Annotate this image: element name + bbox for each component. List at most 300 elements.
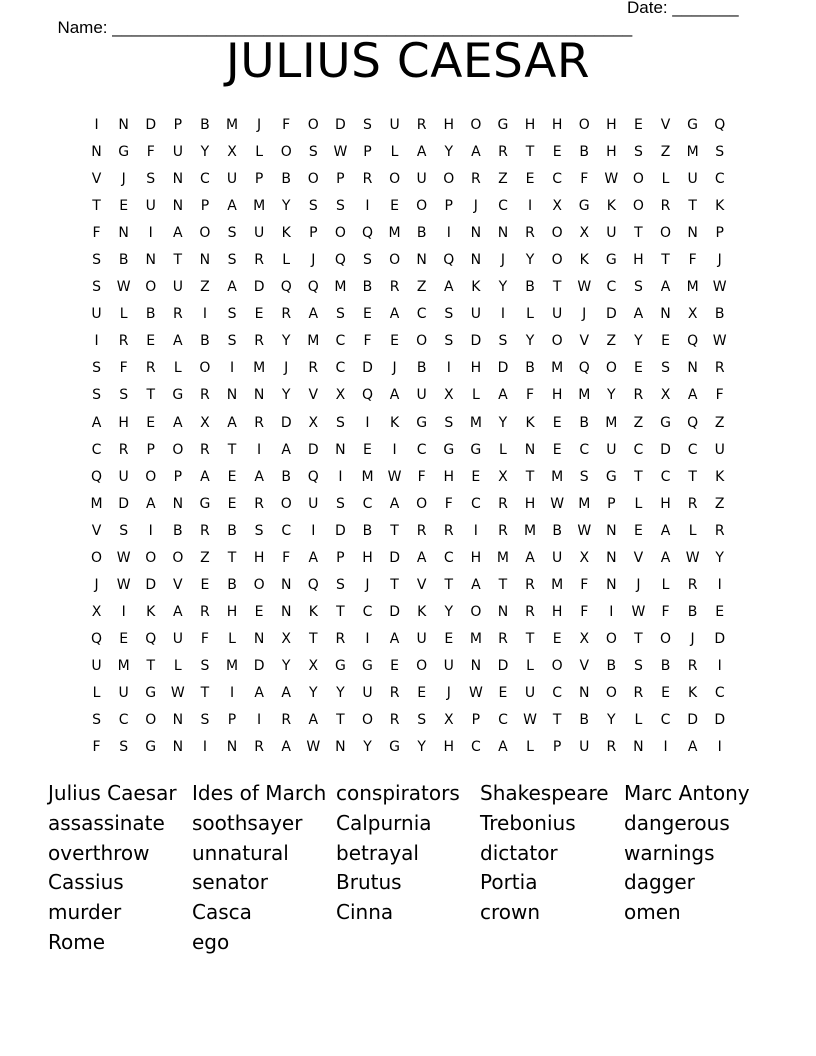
grid-letter[interactable]: Q — [443, 252, 455, 269]
grid-letter[interactable]: O — [145, 549, 157, 566]
grid-letter[interactable]: X — [552, 198, 562, 215]
grid-letter[interactable]: H — [443, 117, 455, 134]
grid-letter[interactable]: O — [145, 468, 157, 485]
grid-letter[interactable]: Y — [607, 387, 616, 404]
grid-letter[interactable]: A — [687, 739, 698, 756]
grid-letter[interactable]: B — [687, 603, 698, 620]
grid-letter[interactable]: I — [338, 468, 343, 485]
grid-letter[interactable]: J — [392, 360, 397, 377]
grid-letter[interactable]: W — [550, 495, 565, 512]
grid-letter[interactable]: Q — [687, 333, 699, 350]
grid-letter[interactable]: Z — [633, 414, 644, 431]
grid-letter[interactable]: O — [551, 252, 563, 269]
grid-letter[interactable]: W — [116, 549, 131, 566]
grid-letter[interactable]: E — [227, 468, 237, 485]
grid-letter[interactable]: Y — [607, 712, 616, 729]
grid-letter[interactable]: E — [552, 441, 562, 458]
grid-letter[interactable]: F — [661, 603, 670, 620]
grid-letter[interactable]: H — [226, 603, 238, 620]
grid-letter[interactable]: R — [172, 306, 183, 323]
grid-letter[interactable]: Q — [578, 360, 590, 377]
grid-letter[interactable]: S — [633, 657, 643, 674]
grid-letter[interactable]: A — [200, 468, 210, 485]
grid-letter[interactable]: U — [172, 279, 183, 296]
grid-letter[interactable]: N — [687, 360, 698, 377]
grid-letter[interactable]: Y — [444, 144, 454, 161]
grid-letter[interactable]: D — [253, 657, 265, 674]
grid-letter[interactable]: J — [257, 117, 262, 134]
grid-letter[interactable]: B — [362, 522, 373, 539]
grid-letter[interactable]: I — [121, 603, 126, 620]
grid-letter[interactable]: O — [280, 144, 292, 161]
name-field[interactable]: Name: _______________________________________________________ — [57, 18, 633, 37]
grid-letter[interactable]: H — [551, 603, 563, 620]
grid-letter[interactable]: T — [390, 576, 399, 593]
grid-letter[interactable]: A — [227, 279, 237, 296]
grid-letter[interactable]: D — [687, 712, 698, 729]
grid-letter[interactable]: B — [118, 252, 129, 269]
grid-letter[interactable]: A — [389, 495, 400, 512]
grid-letter[interactable]: Q — [361, 225, 373, 242]
grid-letter[interactable]: I — [202, 739, 207, 756]
grid-letter[interactable]: O — [660, 630, 672, 647]
grid-letter[interactable]: N — [280, 576, 292, 593]
grid-letter[interactable]: A — [145, 495, 156, 512]
grid-letter[interactable]: L — [390, 144, 399, 161]
grid-letter[interactable]: O — [172, 441, 184, 458]
grid-letter[interactable]: C — [416, 441, 427, 458]
grid-letter[interactable]: R — [687, 576, 698, 593]
grid-letter[interactable]: B — [525, 360, 535, 377]
grid-letter[interactable]: R — [308, 360, 319, 377]
grid-letter[interactable]: Q — [307, 279, 319, 296]
grid-letter[interactable]: E — [552, 414, 562, 431]
grid-letter[interactable]: S — [444, 333, 454, 350]
grid-letter[interactable]: G — [605, 468, 617, 485]
grid-letter[interactable]: S — [444, 414, 454, 431]
grid-letter[interactable]: N — [172, 171, 184, 188]
grid-letter[interactable]: X — [308, 414, 319, 431]
grid-letter[interactable]: A — [389, 630, 400, 647]
grid-letter[interactable]: C — [714, 685, 725, 701]
grid-letter[interactable]: M — [334, 279, 347, 296]
grid-letter[interactable]: S — [92, 360, 101, 377]
grid-letter[interactable]: O — [416, 333, 428, 350]
grid-letter[interactable]: G — [578, 198, 590, 215]
grid-letter[interactable]: O — [578, 117, 590, 134]
grid-letter[interactable]: S — [92, 712, 101, 729]
grid-letter[interactable]: O — [145, 712, 157, 729]
grid-letter[interactable]: D — [605, 306, 617, 323]
grid-letter[interactable]: T — [552, 712, 562, 729]
grid-letter[interactable]: E — [119, 630, 129, 647]
grid-letter[interactable]: N — [280, 603, 292, 620]
grid-letter[interactable]: N — [578, 685, 590, 701]
grid-letter[interactable]: A — [254, 685, 264, 701]
grid-letter[interactable]: I — [663, 739, 668, 756]
grid-letter[interactable]: U — [91, 306, 102, 323]
grid-letter[interactable]: S — [227, 252, 237, 269]
grid-letter[interactable]: P — [146, 441, 155, 458]
grid-letter[interactable]: W — [170, 685, 185, 701]
grid-letter[interactable]: U — [687, 171, 698, 188]
grid-letter[interactable]: K — [688, 685, 698, 701]
grid-letter[interactable]: K — [606, 198, 616, 215]
grid-letter[interactable]: A — [281, 441, 291, 458]
grid-letter[interactable]: Z — [200, 279, 210, 296]
grid-letter[interactable]: S — [308, 144, 318, 161]
grid-letter[interactable]: S — [335, 495, 345, 512]
grid-letter[interactable]: I — [392, 441, 397, 458]
grid-letter[interactable]: I — [500, 306, 506, 323]
grid-letter[interactable]: G — [145, 739, 157, 756]
grid-letter[interactable]: U — [416, 387, 427, 404]
grid-letter[interactable]: N — [118, 117, 129, 134]
grid-letter[interactable]: F — [580, 603, 589, 620]
grid-letter[interactable]: R — [525, 225, 535, 242]
grid-letter[interactable]: W — [577, 279, 592, 296]
grid-letter[interactable]: A — [416, 549, 427, 566]
grid-letter[interactable]: X — [443, 712, 454, 729]
grid-letter[interactable]: D — [335, 522, 346, 539]
grid-letter[interactable]: J — [311, 252, 316, 269]
grid-letter[interactable]: L — [526, 306, 534, 323]
grid-letter[interactable]: Y — [281, 387, 291, 404]
grid-letter[interactable]: S — [146, 171, 156, 188]
grid-letter[interactable]: K — [417, 603, 427, 620]
grid-letter[interactable]: U — [91, 657, 102, 674]
grid-letter[interactable]: T — [390, 522, 399, 539]
grid-letter[interactable]: I — [311, 522, 316, 539]
grid-letter[interactable]: Z — [606, 333, 617, 350]
grid-letter[interactable]: B — [416, 360, 427, 377]
grid-letter[interactable]: S — [308, 198, 318, 215]
grid-letter[interactable]: A — [173, 414, 183, 431]
grid-letter[interactable]: J — [473, 198, 478, 215]
grid-letter[interactable]: C — [714, 171, 725, 188]
grid-letter[interactable]: R — [254, 739, 264, 756]
grid-letter[interactable]: N — [226, 387, 238, 404]
grid-letter[interactable]: A — [308, 549, 319, 566]
grid-letter[interactable]: A — [227, 414, 237, 431]
grid-letter[interactable]: O — [470, 117, 482, 134]
grid-letter[interactable]: A — [498, 739, 508, 756]
grid-letter[interactable]: V — [633, 549, 644, 566]
grid-letter[interactable]: J — [365, 576, 370, 593]
grid-letter[interactable]: F — [688, 252, 697, 269]
grid-letter[interactable]: P — [309, 225, 318, 242]
grid-letter[interactable]: H — [470, 360, 482, 377]
grid-letter[interactable]: C — [443, 549, 454, 566]
grid-letter[interactable]: W — [306, 739, 321, 756]
grid-letter[interactable]: O — [199, 225, 211, 242]
grid-letter[interactable]: R — [498, 630, 508, 647]
grid-letter[interactable]: T — [309, 630, 318, 647]
grid-letter[interactable]: T — [336, 712, 345, 729]
grid-letter[interactable]: D — [280, 414, 292, 431]
grid-letter[interactable]: W — [685, 549, 700, 566]
grid-letter[interactable]: A — [660, 522, 671, 539]
grid-letter[interactable]: L — [228, 630, 236, 647]
grid-letter[interactable]: S — [715, 144, 725, 161]
grid-letter[interactable]: K — [525, 414, 535, 431]
grid-letter[interactable]: Z — [200, 549, 210, 566]
grid-letter[interactable]: V — [91, 522, 102, 539]
grid-letter[interactable]: D — [389, 603, 400, 620]
grid-letter[interactable]: Q — [307, 468, 319, 485]
grid-letter[interactable]: B — [362, 279, 373, 296]
grid-letter[interactable]: E — [417, 685, 427, 701]
grid-letter[interactable]: M — [551, 360, 564, 377]
grid-letter[interactable]: J — [94, 576, 99, 593]
date-field[interactable]: Date: _______ — [627, 0, 739, 17]
grid-letter[interactable]: U — [470, 306, 481, 323]
grid-letter[interactable]: X — [579, 630, 590, 647]
grid-letter[interactable]: R — [416, 522, 427, 539]
grid-letter[interactable]: X — [660, 387, 671, 404]
grid-letter[interactable]: U — [118, 685, 129, 701]
grid-letter[interactable]: H — [633, 252, 644, 269]
grid-letter[interactable]: L — [526, 739, 534, 756]
grid-letter[interactable]: P — [200, 198, 210, 215]
grid-letter[interactable]: D — [307, 441, 319, 458]
grid-letter[interactable]: Q — [334, 252, 346, 269]
grid-letter[interactable]: R — [254, 414, 264, 431]
grid-letter[interactable]: B — [281, 468, 291, 485]
grid-letter[interactable]: Q — [714, 117, 726, 134]
grid-letter[interactable]: I — [202, 306, 207, 323]
grid-letter[interactable]: B — [227, 522, 237, 539]
grid-letter[interactable]: L — [282, 252, 291, 269]
grid-letter[interactable]: L — [173, 360, 182, 377]
grid-letter[interactable]: O — [145, 279, 157, 296]
grid-letter[interactable]: C — [362, 603, 373, 620]
grid-letter[interactable]: U — [145, 198, 156, 215]
grid-letter[interactable]: C — [606, 279, 617, 296]
grid-letter[interactable]: N — [470, 657, 482, 674]
grid-letter[interactable]: C — [660, 468, 671, 485]
grid-letter[interactable]: V — [91, 171, 102, 188]
grid-letter[interactable]: A — [633, 306, 644, 323]
grid-letter[interactable]: N — [606, 576, 617, 593]
grid-letter[interactable]: C — [281, 522, 292, 539]
grid-letter[interactable]: O — [253, 576, 265, 593]
grid-letter[interactable]: S — [227, 333, 237, 350]
grid-letter[interactable]: O — [551, 225, 563, 242]
grid-letter[interactable]: A — [173, 225, 183, 242]
grid-letter[interactable]: W — [712, 333, 727, 350]
grid-letter[interactable]: C — [470, 495, 481, 512]
grid-letter[interactable]: D — [714, 630, 726, 647]
grid-letter[interactable]: B — [281, 171, 291, 188]
grid-letter[interactable]: E — [254, 603, 264, 620]
grid-letter[interactable]: O — [91, 549, 103, 566]
grid-letter[interactable]: N — [687, 225, 698, 242]
grid-letter[interactable]: S — [661, 360, 670, 377]
grid-letter[interactable]: Q — [91, 468, 103, 485]
grid-letter[interactable]: Y — [336, 685, 345, 701]
grid-letter[interactable]: M — [605, 414, 618, 431]
grid-letter[interactable]: U — [552, 549, 563, 566]
grid-letter[interactable]: A — [660, 279, 671, 296]
grid-letter[interactable]: O — [632, 171, 644, 188]
grid-letter[interactable]: I — [229, 360, 235, 377]
grid-letter[interactable]: P — [363, 144, 372, 161]
grid-letter[interactable]: U — [172, 630, 183, 647]
grid-letter[interactable]: R — [498, 522, 508, 539]
grid-letter[interactable]: C — [498, 198, 508, 215]
grid-letter[interactable]: I — [365, 414, 370, 431]
grid-letter[interactable]: F — [580, 171, 589, 188]
grid-letter[interactable]: W — [523, 712, 537, 729]
grid-letter[interactable]: Y — [281, 198, 291, 215]
grid-letter[interactable]: X — [308, 657, 319, 674]
grid-letter[interactable]: R — [281, 712, 292, 729]
grid-letter[interactable]: S — [335, 306, 345, 323]
grid-letter[interactable]: E — [661, 333, 670, 350]
grid-letter[interactable]: N — [335, 739, 346, 756]
grid-letter[interactable]: R — [714, 360, 725, 377]
grid-letter[interactable]: E — [633, 117, 643, 134]
grid-letter[interactable]: A — [443, 279, 454, 296]
grid-letter[interactable]: D — [335, 117, 346, 134]
grid-letter[interactable]: S — [119, 387, 129, 404]
grid-letter[interactable]: B — [525, 279, 535, 296]
grid-letter[interactable]: G — [443, 441, 455, 458]
grid-letter[interactable]: E — [363, 306, 372, 323]
grid-letter[interactable]: N — [497, 225, 509, 242]
grid-letter[interactable]: R — [200, 441, 210, 458]
grid-letter[interactable]: U — [524, 685, 536, 701]
grid-letter[interactable]: D — [714, 712, 726, 729]
grid-letter[interactable]: D — [145, 117, 157, 134]
grid-letter[interactable]: O — [416, 495, 428, 512]
grid-letter[interactable]: F — [715, 387, 724, 404]
grid-letter[interactable]: A — [281, 739, 291, 756]
grid-letter[interactable]: U — [606, 441, 617, 458]
grid-letter[interactable]: R — [389, 685, 400, 701]
grid-letter[interactable]: N — [145, 252, 156, 269]
grid-letter[interactable]: P — [607, 495, 616, 512]
grid-letter[interactable]: A — [308, 306, 319, 323]
grid-letter[interactable]: E — [715, 603, 725, 620]
grid-letter[interactable]: Y — [444, 603, 454, 620]
grid-letter[interactable]: O — [443, 171, 455, 188]
grid-letter[interactable]: B — [200, 117, 210, 134]
grid-letter[interactable]: N — [470, 225, 482, 242]
grid-letter[interactable]: N — [606, 522, 617, 539]
grid-letter[interactable]: S — [444, 306, 454, 323]
grid-letter[interactable]: A — [660, 549, 671, 566]
grid-letter[interactable]: Y — [634, 333, 643, 350]
grid-letter[interactable]: G — [470, 441, 482, 458]
grid-letter[interactable]: R — [633, 685, 644, 701]
grid-letter[interactable]: N — [172, 198, 184, 215]
grid-letter[interactable]: W — [604, 171, 619, 188]
grid-letter[interactable]: X — [579, 225, 590, 242]
grid-letter[interactable]: V — [173, 576, 183, 593]
grid-letter[interactable]: E — [498, 685, 508, 701]
grid-letter[interactable]: S — [498, 333, 508, 350]
grid-letter[interactable]: I — [446, 360, 451, 377]
grid-letter[interactable]: O — [334, 225, 346, 242]
grid-letter[interactable]: T — [525, 630, 535, 647]
grid-letter[interactable]: G — [199, 495, 211, 512]
grid-letter[interactable]: W — [116, 279, 131, 296]
grid-letter[interactable]: M — [551, 576, 564, 593]
grid-letter[interactable]: J — [636, 576, 641, 593]
grid-letter[interactable]: Q — [145, 630, 157, 647]
grid-letter[interactable]: Z — [498, 171, 508, 188]
grid-letter[interactable]: F — [526, 387, 535, 404]
grid-letter[interactable]: C — [498, 712, 508, 729]
grid-letter[interactable]: W — [631, 603, 646, 620]
grid-letter[interactable]: S — [92, 252, 101, 269]
grid-letter[interactable]: U — [172, 144, 183, 161]
grid-letter[interactable]: R — [281, 306, 292, 323]
grid-letter[interactable]: N — [172, 712, 184, 729]
grid-letter[interactable]: C — [200, 171, 210, 188]
grid-letter[interactable]: G — [145, 685, 157, 701]
grid-letter[interactable]: R — [687, 657, 698, 674]
grid-letter[interactable]: R — [254, 252, 264, 269]
grid-letter[interactable]: L — [471, 387, 480, 404]
grid-letter[interactable]: C — [687, 441, 698, 458]
grid-letter[interactable]: D — [253, 279, 265, 296]
grid-letter[interactable]: N — [497, 603, 509, 620]
grid-letter[interactable]: M — [578, 387, 591, 404]
grid-letter[interactable]: X — [687, 306, 698, 323]
grid-letter[interactable]: A — [389, 387, 400, 404]
grid-letter[interactable]: D — [497, 360, 509, 377]
grid-letter[interactable]: I — [365, 198, 370, 215]
grid-letter[interactable]: J — [446, 685, 451, 701]
grid-letter[interactable]: R — [606, 739, 617, 756]
grid-letter[interactable]: Y — [525, 333, 535, 350]
grid-letter[interactable]: R — [416, 117, 427, 134]
grid-letter[interactable]: U — [389, 117, 400, 134]
grid-letter[interactable]: E — [661, 685, 670, 701]
grid-letter[interactable]: J — [121, 171, 126, 188]
grid-letter[interactable]: O — [605, 360, 617, 377]
grid-letter[interactable]: R — [687, 495, 698, 512]
grid-letter[interactable]: O — [280, 495, 292, 512]
grid-letter[interactable]: L — [661, 171, 670, 188]
grid-letter[interactable]: T — [525, 468, 535, 485]
grid-letter[interactable]: R — [660, 198, 671, 215]
grid-letter[interactable]: X — [281, 630, 291, 647]
grid-letter[interactable]: S — [92, 279, 101, 296]
grid-letter[interactable]: H — [524, 117, 536, 134]
grid-letter[interactable]: T — [444, 576, 454, 593]
grid-letter[interactable]: Q — [91, 630, 103, 647]
grid-letter[interactable]: P — [715, 225, 724, 242]
grid-letter[interactable]: R — [443, 522, 454, 539]
grid-letter[interactable]: I — [717, 739, 722, 756]
grid-letter[interactable]: S — [335, 198, 345, 215]
grid-letter[interactable]: Q — [307, 576, 319, 593]
grid-letter[interactable]: X — [200, 414, 210, 431]
grid-letter[interactable]: I — [473, 522, 478, 539]
grid-letter[interactable]: J — [500, 252, 506, 269]
grid-letter[interactable]: F — [444, 495, 453, 512]
grid-letter[interactable]: O — [416, 657, 428, 674]
grid-letter[interactable]: T — [634, 468, 643, 485]
grid-letter[interactable]: T — [336, 603, 345, 620]
grid-letter[interactable]: V — [308, 387, 319, 404]
grid-letter[interactable]: S — [579, 468, 589, 485]
grid-letter[interactable]: S — [417, 712, 427, 729]
